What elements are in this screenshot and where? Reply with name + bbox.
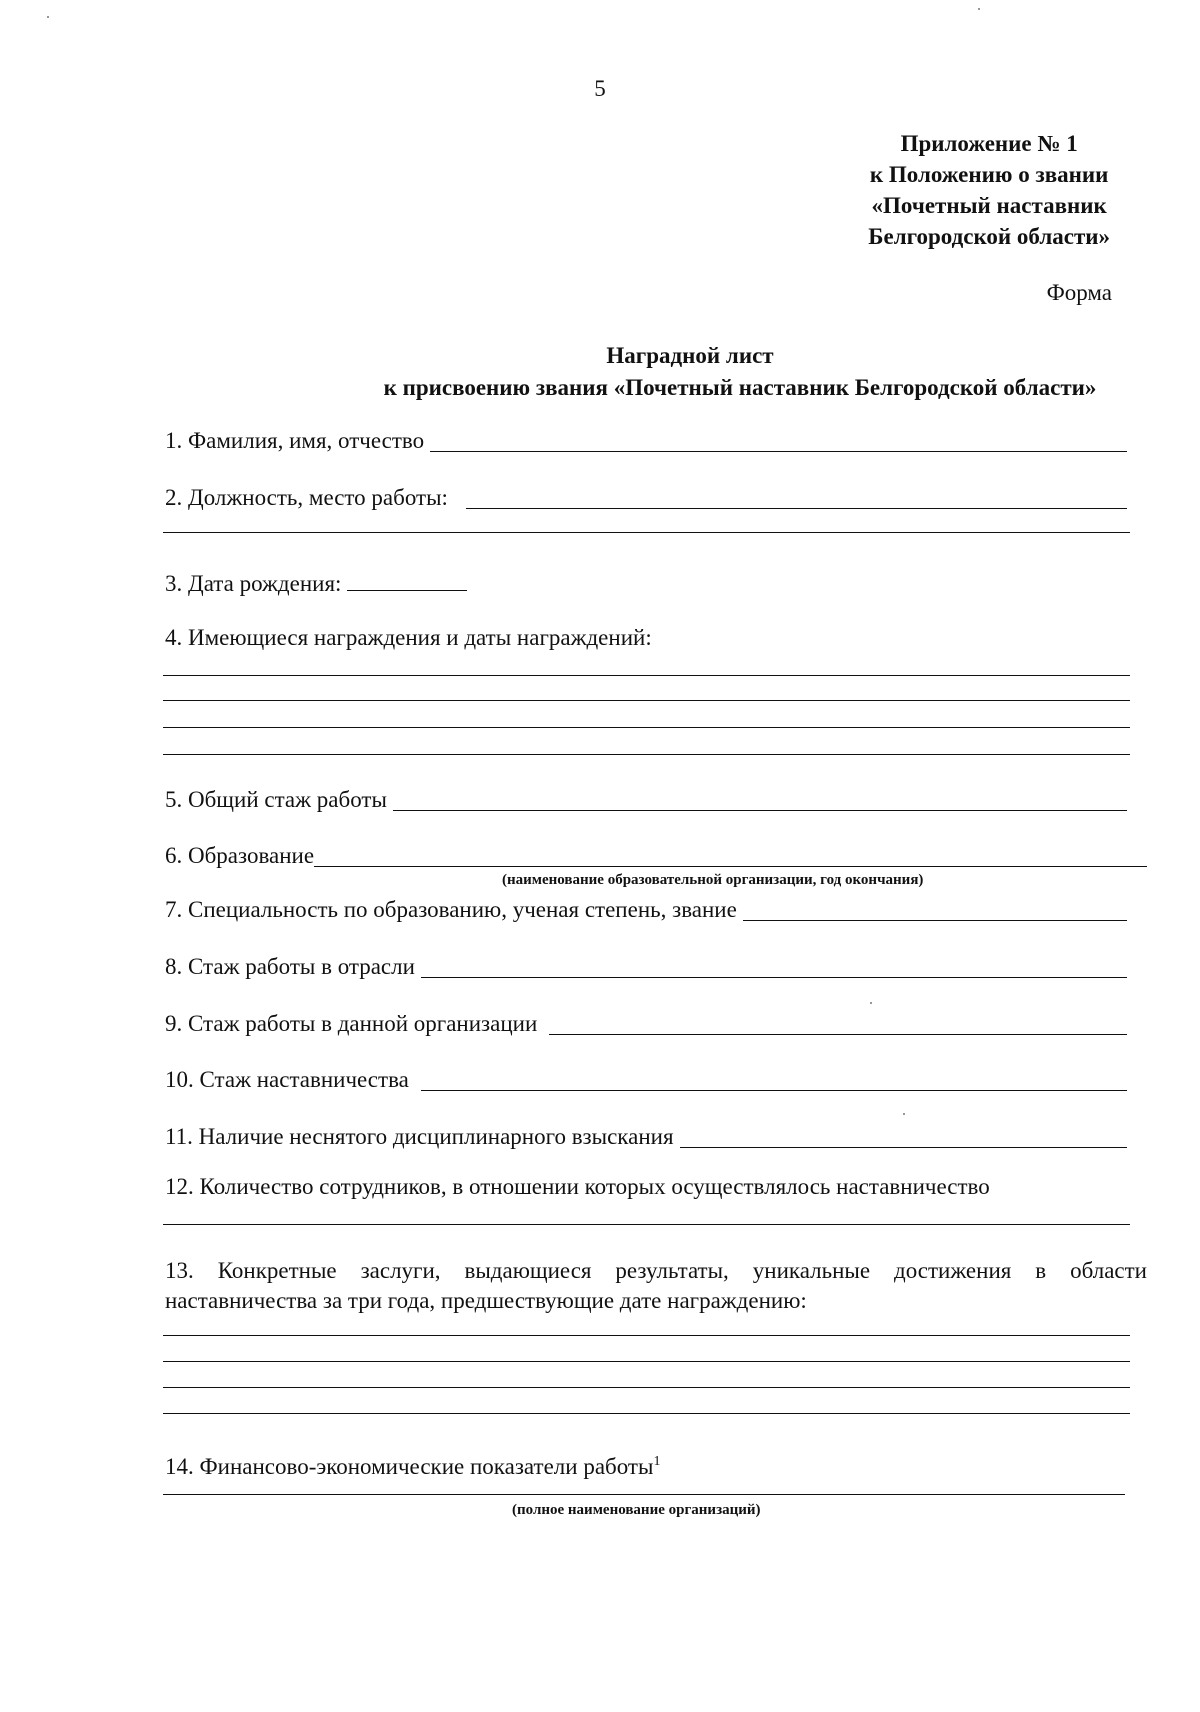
document-title <box>0 340 1200 404</box>
full-name-input-line[interactable] <box>430 429 1127 452</box>
education-input-line[interactable] <box>314 844 1147 867</box>
specialty-input-line[interactable] <box>743 898 1127 921</box>
position-extra-line[interactable] <box>163 532 1130 533</box>
field-total-experience <box>165 786 1127 814</box>
field-total-experience-label: 5. Общий стаж работы <box>165 787 387 812</box>
merits-line-2[interactable] <box>163 1361 1130 1362</box>
field-financial-indicators <box>165 1452 660 1482</box>
awards-line-3[interactable] <box>163 727 1130 728</box>
scan-speck <box>47 16 49 18</box>
field-specialty <box>165 896 1127 924</box>
field-full-name-label: 1. Фамилия, имя, отчество <box>165 428 425 453</box>
field-birth-date <box>165 568 467 599</box>
merits-line-1[interactable] <box>163 1335 1130 1336</box>
field-mentorship-experience-label: 10. Стаж наставничества <box>165 1067 409 1092</box>
birth-date-input-line[interactable] <box>347 568 467 591</box>
footnote-marker: 1 <box>653 1454 661 1469</box>
field-education <box>165 842 1147 870</box>
field-awards-label: 4. Имеющиеся награждения и даты награждений: <box>165 625 652 650</box>
field-organization-experience-label: 9. Стаж работы в данной организации <box>165 1011 538 1036</box>
mentorship-experience-input-line[interactable] <box>421 1068 1127 1091</box>
field-disciplinary-label: 11. Наличие неснятого дисциплинарного взыскания <box>165 1124 674 1149</box>
form-label: Форма <box>1046 280 1112 305</box>
awards-line-4[interactable] <box>163 754 1130 755</box>
appendix-line-4: Белгородской области» <box>868 224 1110 249</box>
field-financial-indicators-label: 14. Финансово-экономические показатели работы <box>165 1454 654 1479</box>
title-line-1: Наградной лист <box>606 343 774 368</box>
awards-line-1[interactable] <box>163 675 1130 676</box>
scan-speck <box>903 1113 905 1115</box>
page-number: 5 <box>594 76 606 101</box>
field-position-workplace <box>165 484 1127 512</box>
field-industry-experience-label: 8. Стаж работы в отрасли <box>165 954 415 979</box>
appendix-line-1: Приложение № 1 <box>900 131 1078 156</box>
appendix-line-3: «Почетный наставник <box>871 193 1107 218</box>
field-education-label: 6. Образование <box>165 843 315 868</box>
appendix-line-2: к Положению о звании <box>869 162 1109 187</box>
field-industry-experience <box>165 953 1127 981</box>
awards-line-2[interactable] <box>163 700 1130 701</box>
merits-line-3[interactable] <box>163 1387 1130 1388</box>
field-specialty-label: 7. Специальность по образованию, ученая степень, звание <box>165 897 737 922</box>
title-line-2: к присвоению звания «Почетный наставник Белгородской области» <box>383 375 1097 400</box>
field-position-label: 2. Должность, место работы: <box>165 485 448 510</box>
field-mentorship-experience <box>165 1066 1127 1094</box>
field-organization-experience <box>165 1010 1127 1038</box>
field-disciplinary <box>165 1123 1127 1151</box>
disciplinary-input-line[interactable] <box>680 1125 1127 1148</box>
total-experience-input-line[interactable] <box>393 788 1127 811</box>
organizations-caption: (полное наименование организаций) <box>512 1502 761 1518</box>
industry-experience-input-line[interactable] <box>421 955 1127 978</box>
mentees-count-input-line[interactable] <box>163 1224 1130 1225</box>
merits-line-4[interactable] <box>163 1413 1130 1414</box>
field-birth-date-label: 3. Дата рождения: <box>165 571 342 596</box>
field-mentees-count-label: 12. Количество сотрудников, в отношении которых осуществлялось наставничество <box>165 1174 990 1199</box>
education-caption: (наименование образовательной организации, год окончания) <box>502 872 924 888</box>
field-full-name <box>165 427 1127 455</box>
organization-experience-input-line[interactable] <box>549 1012 1127 1035</box>
appendix-header <box>868 128 1110 252</box>
scan-speck <box>978 8 980 10</box>
field-merits-label: 13. Конкретные заслуги, выдающиеся результаты, уникальные достижения в области наставничества за три года, предшествующие дате награждению: <box>165 1258 1147 1313</box>
financial-indicators-input-line[interactable] <box>163 1494 1125 1495</box>
position-input-line[interactable] <box>466 486 1127 509</box>
scan-speck <box>870 1002 872 1004</box>
